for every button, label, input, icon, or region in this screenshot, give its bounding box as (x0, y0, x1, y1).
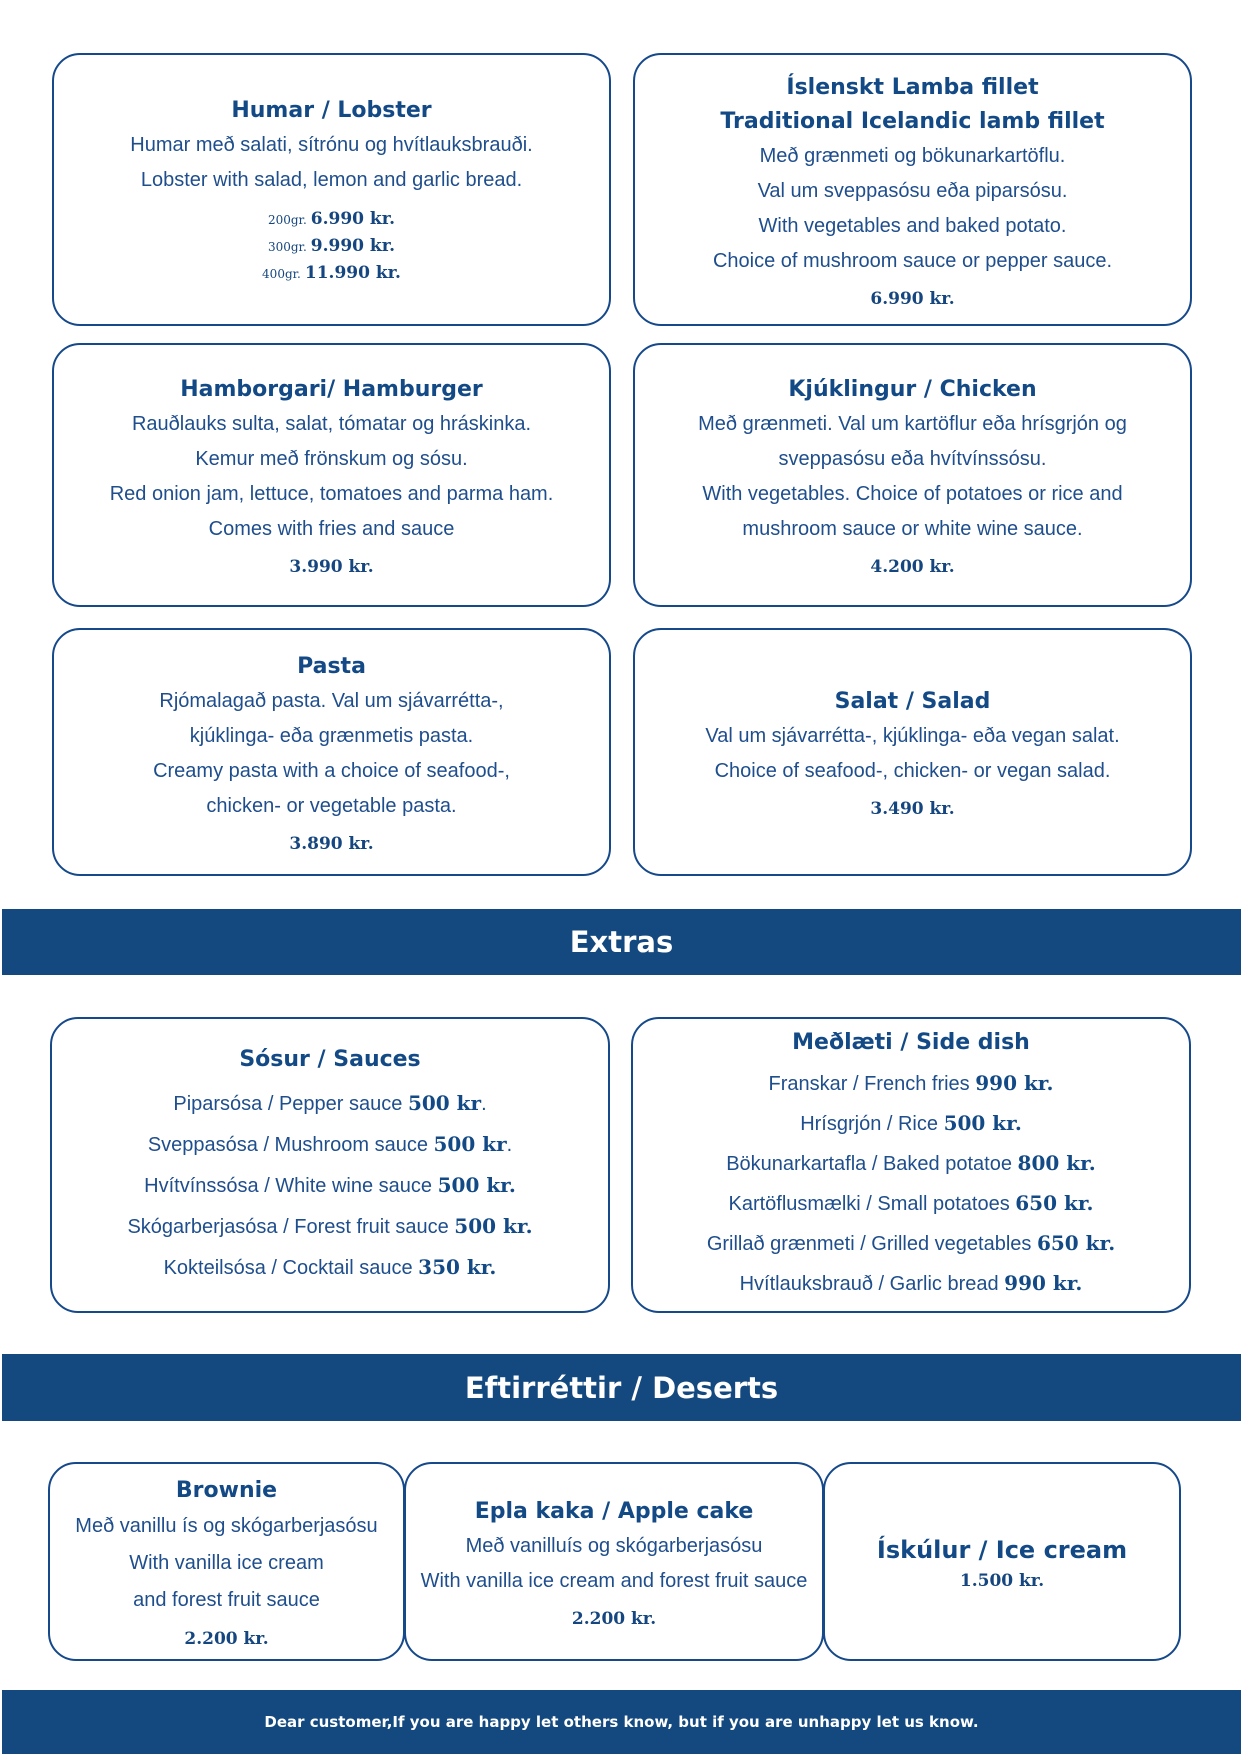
weight-label: 200gr. (267, 213, 307, 227)
extra-item-price: 800 kr. (1017, 1151, 1096, 1175)
extra-item-price: 500 kr (433, 1131, 507, 1156)
dessert-card-apple-cake (404, 1462, 824, 1661)
dish-price: 6.990 kr. (310, 209, 396, 229)
dish-price: 4.200 kr. (870, 557, 955, 577)
dish-price: 9.990 kr. (310, 236, 396, 256)
dish-description: mushroom sauce or white wine sauce. (742, 518, 1083, 540)
dish-description: Choice of seafood-, chicken- or vegan salad. (714, 760, 1111, 782)
dish-price: 11.990 kr. (304, 263, 401, 283)
extra-item-price: 650 kr. (1036, 1231, 1116, 1255)
dish-price: 3.490 kr. (870, 799, 955, 819)
weight-price-list (262, 204, 401, 285)
extra-item-price: 650 kr. (1015, 1191, 1094, 1215)
extra-item (726, 1144, 1096, 1184)
dessert-title: Brownie (175, 1478, 278, 1503)
dessert-title: Epla kaka / Apple cake (474, 1498, 754, 1524)
weight-label: 300gr. (267, 240, 307, 254)
dish-description: Red onion jam, lettuce, tomatoes and parma ham. (109, 483, 554, 505)
dish-description: With vegetables and baked potato. (758, 214, 1067, 237)
extra-item-name: Kokteilsósa / Cocktail sauce (163, 1256, 419, 1279)
extra-item-price: 350 kr. (418, 1254, 497, 1279)
dish-title: Íslenskt Lamba fillet (786, 74, 1039, 100)
extra-item (728, 1184, 1093, 1224)
dish-description: Kemur með frönskum og sósu. (195, 448, 468, 470)
menu-card-lobster (52, 53, 611, 326)
footer-bar (2, 1690, 1241, 1754)
dish-title: Traditional Icelandic lamb fillet (720, 108, 1105, 134)
dish-price: 6.990 kr. (870, 288, 955, 309)
dish-description: Val um sjávarrétta-, kjúklinga- eða vegan salat. (705, 725, 1120, 747)
extra-item-price: 990 kr. (1004, 1271, 1083, 1295)
dish-price: 3.890 kr. (289, 834, 374, 854)
extra-item-name: Franskar / French fries (768, 1073, 976, 1095)
dish-description: Comes with fries and sauce (208, 518, 455, 540)
weight-label: 400gr. (262, 267, 301, 281)
extra-item-price: 500 kr. (437, 1172, 516, 1197)
menu-card-hamburger (52, 343, 611, 607)
extra-item (800, 1104, 1022, 1144)
dish-description: Val um sveppasósu eða piparsósu. (757, 179, 1068, 202)
dish-description: sveppasósu eða hvítvínssósu. (778, 448, 1047, 470)
dessert-card-ice-cream (823, 1462, 1181, 1661)
dish-description: Creamy pasta with a choice of seafood-, (153, 760, 510, 782)
dish-title: Kjúklingur / Chicken (788, 377, 1037, 402)
extra-item-name: Piparsósa / Pepper sauce (173, 1092, 408, 1115)
menu-card-lamb (633, 53, 1192, 326)
extra-item-price: 500 kr. (454, 1213, 533, 1238)
extra-item-price: 990 kr. (975, 1071, 1054, 1095)
extra-item (164, 1247, 497, 1288)
extras-title: Meðlæti / Side dish (792, 1030, 1030, 1055)
dessert-description: Með vanilluís og skógarberjasósu (465, 1534, 763, 1557)
dish-title: Humar / Lobster (231, 98, 432, 123)
extra-item (740, 1264, 1083, 1304)
dish-description: Rjómalagað pasta. Val um sjávarrétta-, (159, 690, 504, 712)
dish-description: Með grænmeti. Val um kartöflur eða hrísgrjón og (698, 413, 1127, 435)
dessert-price: 2.200 kr. (571, 1608, 657, 1629)
extra-item-name: Skógarberjasósa / Forest fruit sauce (127, 1215, 455, 1238)
extra-item-price: 500 kr (407, 1090, 482, 1115)
dessert-description: and forest fruit sauce (133, 1589, 320, 1611)
dish-description: Choice of mushroom sauce or pepper sauce. (712, 249, 1113, 272)
weight-price-row (262, 208, 401, 231)
dish-description: Lobster with salad, lemon and garlic bread. (140, 169, 523, 191)
extras-title: Sósur / Sauces (239, 1046, 421, 1072)
extra-item (769, 1064, 1054, 1104)
dessert-price: 1.500 kr. (959, 1570, 1045, 1591)
dessert-description: With vanilla ice cream and forest fruit sauce (420, 1569, 808, 1592)
extra-item (707, 1224, 1115, 1264)
desserts-section-header (2, 1354, 1241, 1421)
dish-title: Pasta (297, 654, 366, 679)
menu-card-salad (633, 628, 1192, 876)
extra-item-name: Kartöflusmælki / Small potatoes (728, 1193, 1016, 1215)
dessert-card-brownie (48, 1462, 405, 1661)
dish-description: kjúklinga- eða grænmetis pasta. (189, 725, 474, 747)
extra-item-name: Grillað grænmeti / Grilled vegetables (706, 1233, 1037, 1255)
dish-title: Hamborgari/ Hamburger (180, 377, 483, 402)
weight-price-row (262, 262, 401, 285)
extra-item-name: Hvítlauksbrauð / Garlic bread (739, 1273, 1005, 1295)
dish-title: Salat / Salad (834, 689, 991, 714)
extras-card-sauces (50, 1017, 610, 1313)
extras-card-side-dish (631, 1017, 1191, 1313)
extras-section-header (2, 909, 1241, 975)
dish-description: Rauðlauks sulta, salat, tómatar og hráskinka. (131, 413, 532, 435)
extra-item-suffix: . (481, 1092, 487, 1115)
dessert-description: With vanilla ice cream (129, 1552, 324, 1574)
menu-card-chicken (633, 343, 1192, 607)
section-title: Extras (569, 925, 674, 959)
dish-description: chicken- or vegetable pasta. (206, 795, 457, 817)
extra-item-name: Hvítvínssósa / White wine sauce (144, 1174, 438, 1197)
footer-message: Dear customer,If you are happy let others know, but if you are unhappy let us know. (264, 1713, 979, 1731)
weight-price-row (262, 235, 401, 258)
dish-description: With vegetables. Choice of potatoes or rice and (702, 483, 1123, 505)
extra-item (173, 1083, 486, 1124)
dish-description: Með grænmeti og bökunarkartöflu. (759, 144, 1066, 167)
dish-description: Humar með salati, sítrónu og hvítlauksbrauði. (130, 134, 533, 156)
extra-item-name: Sveppasósa / Mushroom sauce (147, 1133, 434, 1156)
extra-item (148, 1124, 512, 1165)
dessert-description: Með vanillu ís og skógarberjasósu (75, 1515, 378, 1537)
dessert-title: Ískúlur / Ice cream (876, 1535, 1128, 1564)
dish-price: 3.990 kr. (289, 557, 374, 577)
section-title: Eftirréttir / Deserts (464, 1370, 779, 1405)
dessert-price: 2.200 kr. (184, 1629, 269, 1649)
extra-item (127, 1206, 532, 1247)
extra-item (144, 1165, 516, 1206)
extra-item-price: 500 kr. (943, 1111, 1022, 1135)
extra-item-name: Bökunarkartafla / Baked potatoe (726, 1153, 1018, 1175)
extra-item-name: Hrísgrjón / Rice (800, 1113, 944, 1135)
menu-card-pasta (52, 628, 611, 876)
extra-item-suffix: . (506, 1133, 513, 1156)
